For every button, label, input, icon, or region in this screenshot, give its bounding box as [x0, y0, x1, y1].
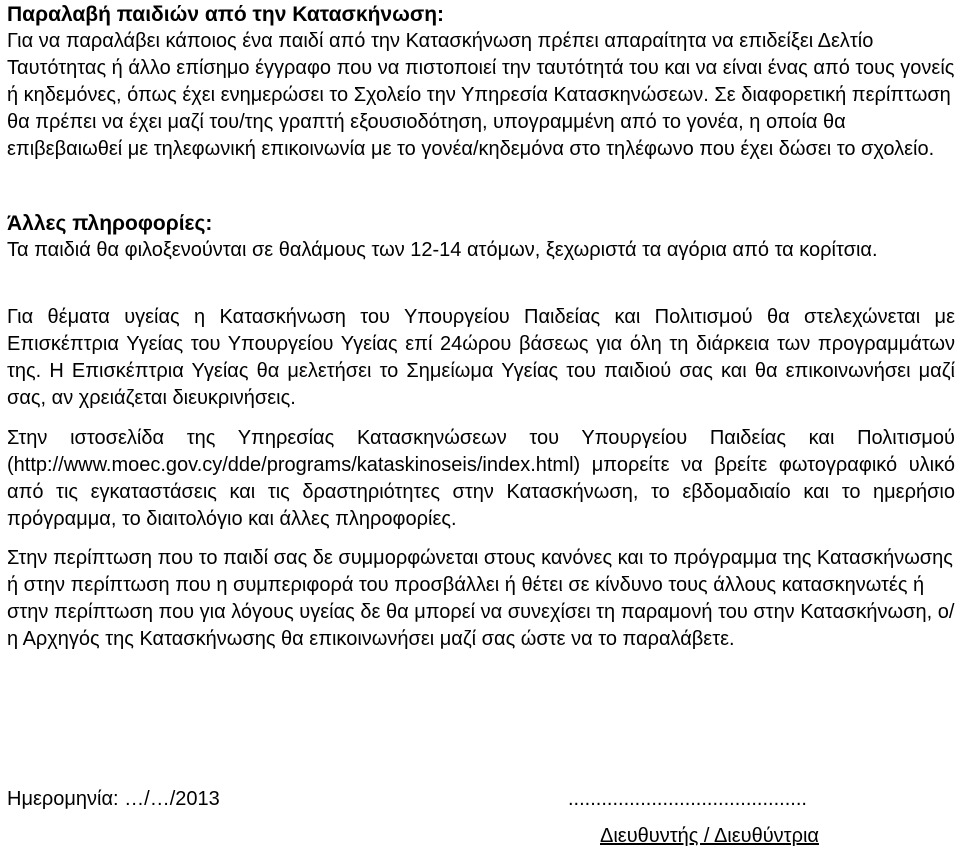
- pickup-section: [7, 1, 955, 163]
- other-info-section: [7, 210, 955, 264]
- rules-paragraph: Στην περίπτωση που το παιδί σας δε συμμορφώνεται στους κανόνες και το πρόγραμμα της Κατασκήνωσης ή στην περίπτωση που η συμπεριφορά του προσβάλλει ή θέτει σε κίνδυνο τους άλλους κατασκηνωτές ή στην περίπτωση που για λόγους υγείας δε θα μπορεί να συνεχίσει τη παραμονή του στην Κατασκήνωση, ο/η Αρχηγός της Κατασκήνωσης θα επικοινωνήσει μαζί σας ώστε να το παραλάβετε.: [7, 547, 955, 650]
- pickup-heading: Παραλαβή παιδιών από την Κατασκήνωση:: [7, 3, 445, 26]
- website-paragraph: Στην ιστοσελίδα της Υπηρεσίας Κατασκηνώσεων του Υπουργείου Παιδείας και Πολιτισμού (http://www.moec.gov.cy/dde/programs/kataskinoseis/index.html) μπορείτε να βρείτε φωτογραφικό υλικό από τις εγκαταστάσεις και τις δραστηριότητες στην Κατασκήνωση, το εβδομαδιαίο και το ημερήσιο πρόγραμμα, το διαιτολόγιο και άλλες πληροφορίες.: [7, 427, 955, 530]
- rules-section: [7, 545, 955, 653]
- health-section: [7, 304, 955, 412]
- accommodation-paragraph: Τα παιδιά θα φιλοξενούνται σε θαλάμους των 12-14 ατόμων, ξεχωριστά τα αγόρια από τα κορίτσια.: [7, 239, 878, 261]
- health-paragraph: Για θέματα υγείας η Κατασκήνωση του Υπουργείου Παιδείας και Πολιτισμού θα στελεχώνεται με Επισκέπτρια Υγείας του Υπουργείου Υγείας επί 24ώρου βάσεως για όλη τη διάρκεια των προγραμμάτων της. Η Επισκέπτρια Υγείας θα μελετήσει το Σημείωμα Υγείας του παιδιού σας και θα επικοινωνήσει μαζί σας, αν χρειάζεται διευκρινήσεις.: [7, 306, 955, 409]
- signature-title: Διευθυντής / Διευθύντρια: [600, 825, 819, 847]
- date-line: Ημερομηνία: …/…/2013: [7, 788, 220, 810]
- other-info-heading: Άλλες πληροφορίες:: [7, 212, 213, 235]
- pickup-paragraph: Για να παραλάβει κάποιος ένα παιδί από την Κατασκήνωση πρέπει απαραίτητα να επιδείξει Δελτίο Ταυτότητας ή άλλο επίσημο έγγραφο που να πιστοποιεί την ταυτότητά του και να είναι ένας από τους γονείς ή κηδεμόνες, όπως έχει ενημερώσει το Σχολείο την Υπηρεσία Κατασκηνώσεων. Σε διαφορετική περίπτωση θα πρέπει να έχει μαζί του/της γραπτή εξουσιοδότηση, υπογραμμένη από το γονέα, η οποία θα επιβεβαιωθεί με τηλεφωνική επικοινωνία με το γονέα/κηδεμόνα στο τηλέφωνο που έχει δώσει το σχολείο.: [7, 30, 955, 160]
- signature-line: ...........................................: [568, 788, 807, 810]
- website-section: [7, 425, 955, 533]
